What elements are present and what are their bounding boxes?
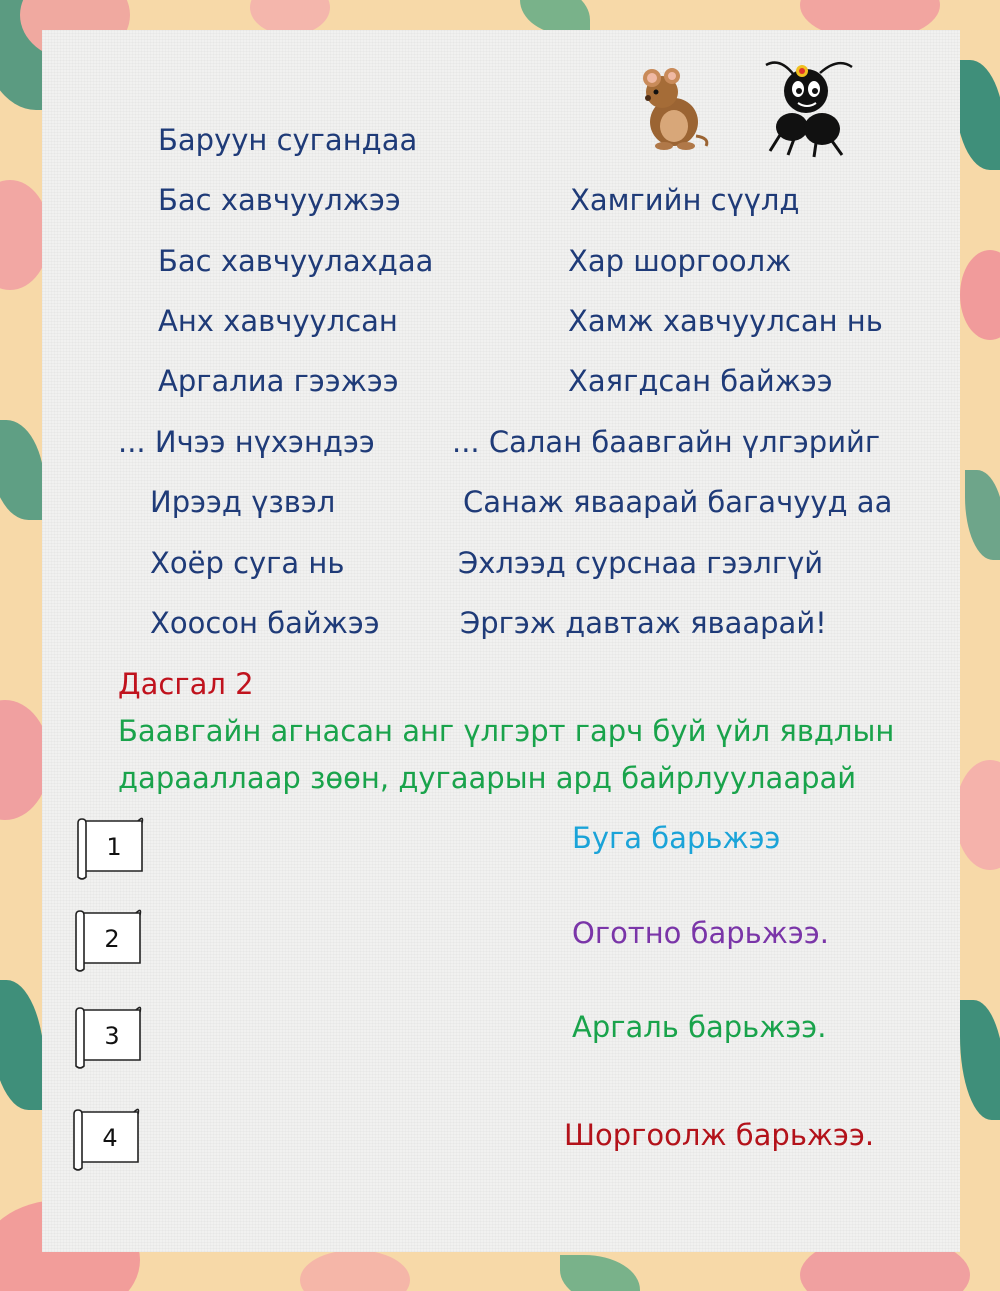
answer-slot-4[interactable]	[70, 1104, 142, 1174]
poem-right-line: Хамж хавчуулсан нь	[568, 304, 883, 338]
answer-slot-3[interactable]	[72, 1002, 144, 1072]
exercise-heading: Дасгал 2	[118, 667, 254, 701]
slot-number: 2	[104, 925, 120, 953]
poem-left-line: Анх хавчуулсан	[158, 304, 398, 338]
poem-left-line: Аргалиа гээжээ	[158, 364, 399, 398]
poem-right-line: ... Салан баавгайн үлгэрийг	[452, 425, 881, 459]
answer-option[interactable]: Шоргоолж барьжээ.	[564, 1118, 875, 1152]
slot-number: 3	[104, 1022, 120, 1050]
slot-number: 4	[102, 1124, 118, 1152]
poem-right-line: Хаягдсан байжээ	[568, 364, 833, 398]
answer-slot-2[interactable]	[72, 905, 144, 975]
poem-left-line: Хоёр суга нь	[150, 546, 345, 580]
answer-option[interactable]: Оготно барьжээ.	[572, 916, 829, 950]
poem-right-line: Эргэж давтаж яваарай!	[460, 606, 827, 640]
poem-left-line: ... Ичээ нүхэндээ	[118, 425, 375, 459]
poem-left-line: Бас хавчуулжээ	[158, 183, 401, 217]
answer-slot-1[interactable]	[74, 813, 146, 883]
poem-right-line: Эхлээд сурснаа гээлгүй	[458, 546, 824, 580]
exercise-instruction: Баавгайн агнасан анг үлгэрт гарч буй үйл явдлын	[118, 714, 895, 748]
poem-left-line: Баруун сугандаа	[158, 123, 418, 157]
answer-option[interactable]: Буга барьжээ	[572, 821, 781, 855]
poem-left-line: Ирээд үзвэл	[150, 485, 336, 519]
poem-right-line: Хамгийн сүүлд	[570, 183, 800, 217]
ant-picture	[760, 55, 858, 159]
mouse-picture	[636, 66, 712, 150]
poem-right-line: Хар шоргоолж	[568, 244, 792, 278]
poem-left-line: Бас хавчуулахдаа	[158, 244, 434, 278]
poem-left-line: Хоосон байжээ	[150, 606, 380, 640]
exercise-instruction: дарааллаар зөөн, дугаарын ард байрлуулаарай	[118, 761, 857, 795]
slot-number: 1	[106, 833, 122, 861]
poem-right-line: Санаж яваарай багачууд аа	[463, 485, 893, 519]
answer-option[interactable]: Аргаль барьжээ.	[572, 1010, 827, 1044]
